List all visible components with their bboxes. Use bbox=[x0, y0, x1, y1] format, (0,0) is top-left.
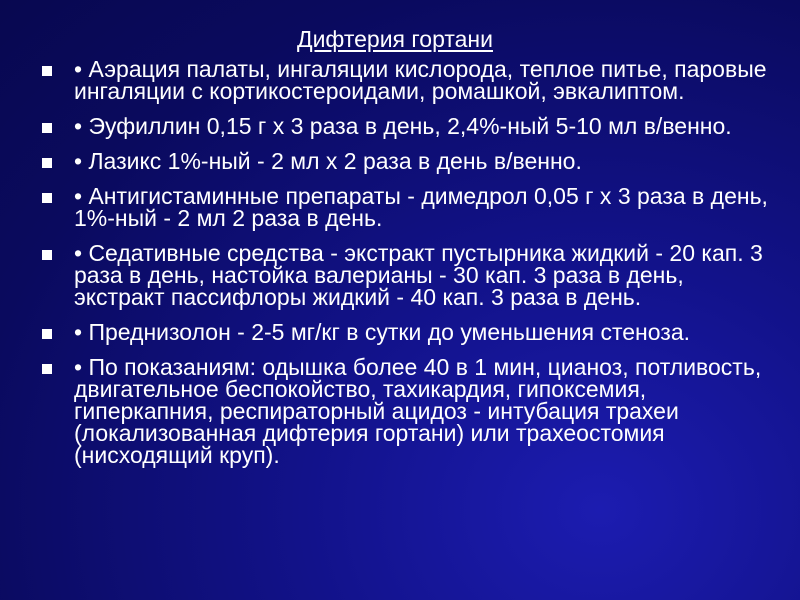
list-item bbox=[42, 58, 772, 102]
list-item bbox=[42, 150, 772, 172]
square-bullet-icon bbox=[42, 329, 52, 339]
list-item bbox=[42, 185, 772, 229]
list-item-text: • Эуфиллин 0,15 г х 3 раза в день, 2,4%-ный 5-10 мл в/венно. bbox=[74, 113, 732, 139]
square-bullet-icon bbox=[42, 364, 52, 374]
list-item-text: • Преднизолон - 2-5 мг/кг в сутки до уменьшения стеноза. bbox=[74, 319, 691, 345]
list-item-text: • Седативные средства - экстракт пустырника жидкий - 20 кап. 3 раза в день, настойка валерианы - 30 кап. 3 раза в день, экстракт пассифлоры жидкий - 40 кап. 3 раза в день. bbox=[74, 240, 763, 310]
list-item bbox=[42, 356, 772, 466]
square-bullet-icon bbox=[42, 158, 52, 168]
list-item-text: • По показаниям: одышка более 40 в 1 мин, цианоз, потливость, двигательное беспокойство, тахикардия, гипоксемия, гиперкапния, респираторный ацидоз - интубация трахеи (локализованная дифтерия гортани) или трахеостомия (нисходящий круп). bbox=[74, 354, 762, 468]
square-bullet-icon bbox=[42, 250, 52, 260]
list-item-text: • Аэрация палаты, ингаляции кислорода, теплое питье, паровые ингаляции с кортикостероидами, ромашкой, эвкалиптом. bbox=[74, 56, 767, 104]
list-item bbox=[42, 242, 772, 308]
slide-title: Дифтерия гортани bbox=[297, 26, 493, 52]
list-item-text: • Лазикс 1%-ный - 2 мл х 2 раза в день в/венно. bbox=[74, 148, 582, 174]
list-item bbox=[42, 115, 772, 137]
square-bullet-icon bbox=[42, 123, 52, 133]
list-item-text: • Антигистаминные препараты - димедрол 0,05 г х 3 раза в день, 1%-ный - 2 мл 2 раза в день. bbox=[74, 183, 768, 231]
square-bullet-icon bbox=[42, 193, 52, 203]
square-bullet-icon bbox=[42, 66, 52, 76]
list-item bbox=[42, 321, 772, 343]
bullet-list bbox=[42, 58, 772, 479]
